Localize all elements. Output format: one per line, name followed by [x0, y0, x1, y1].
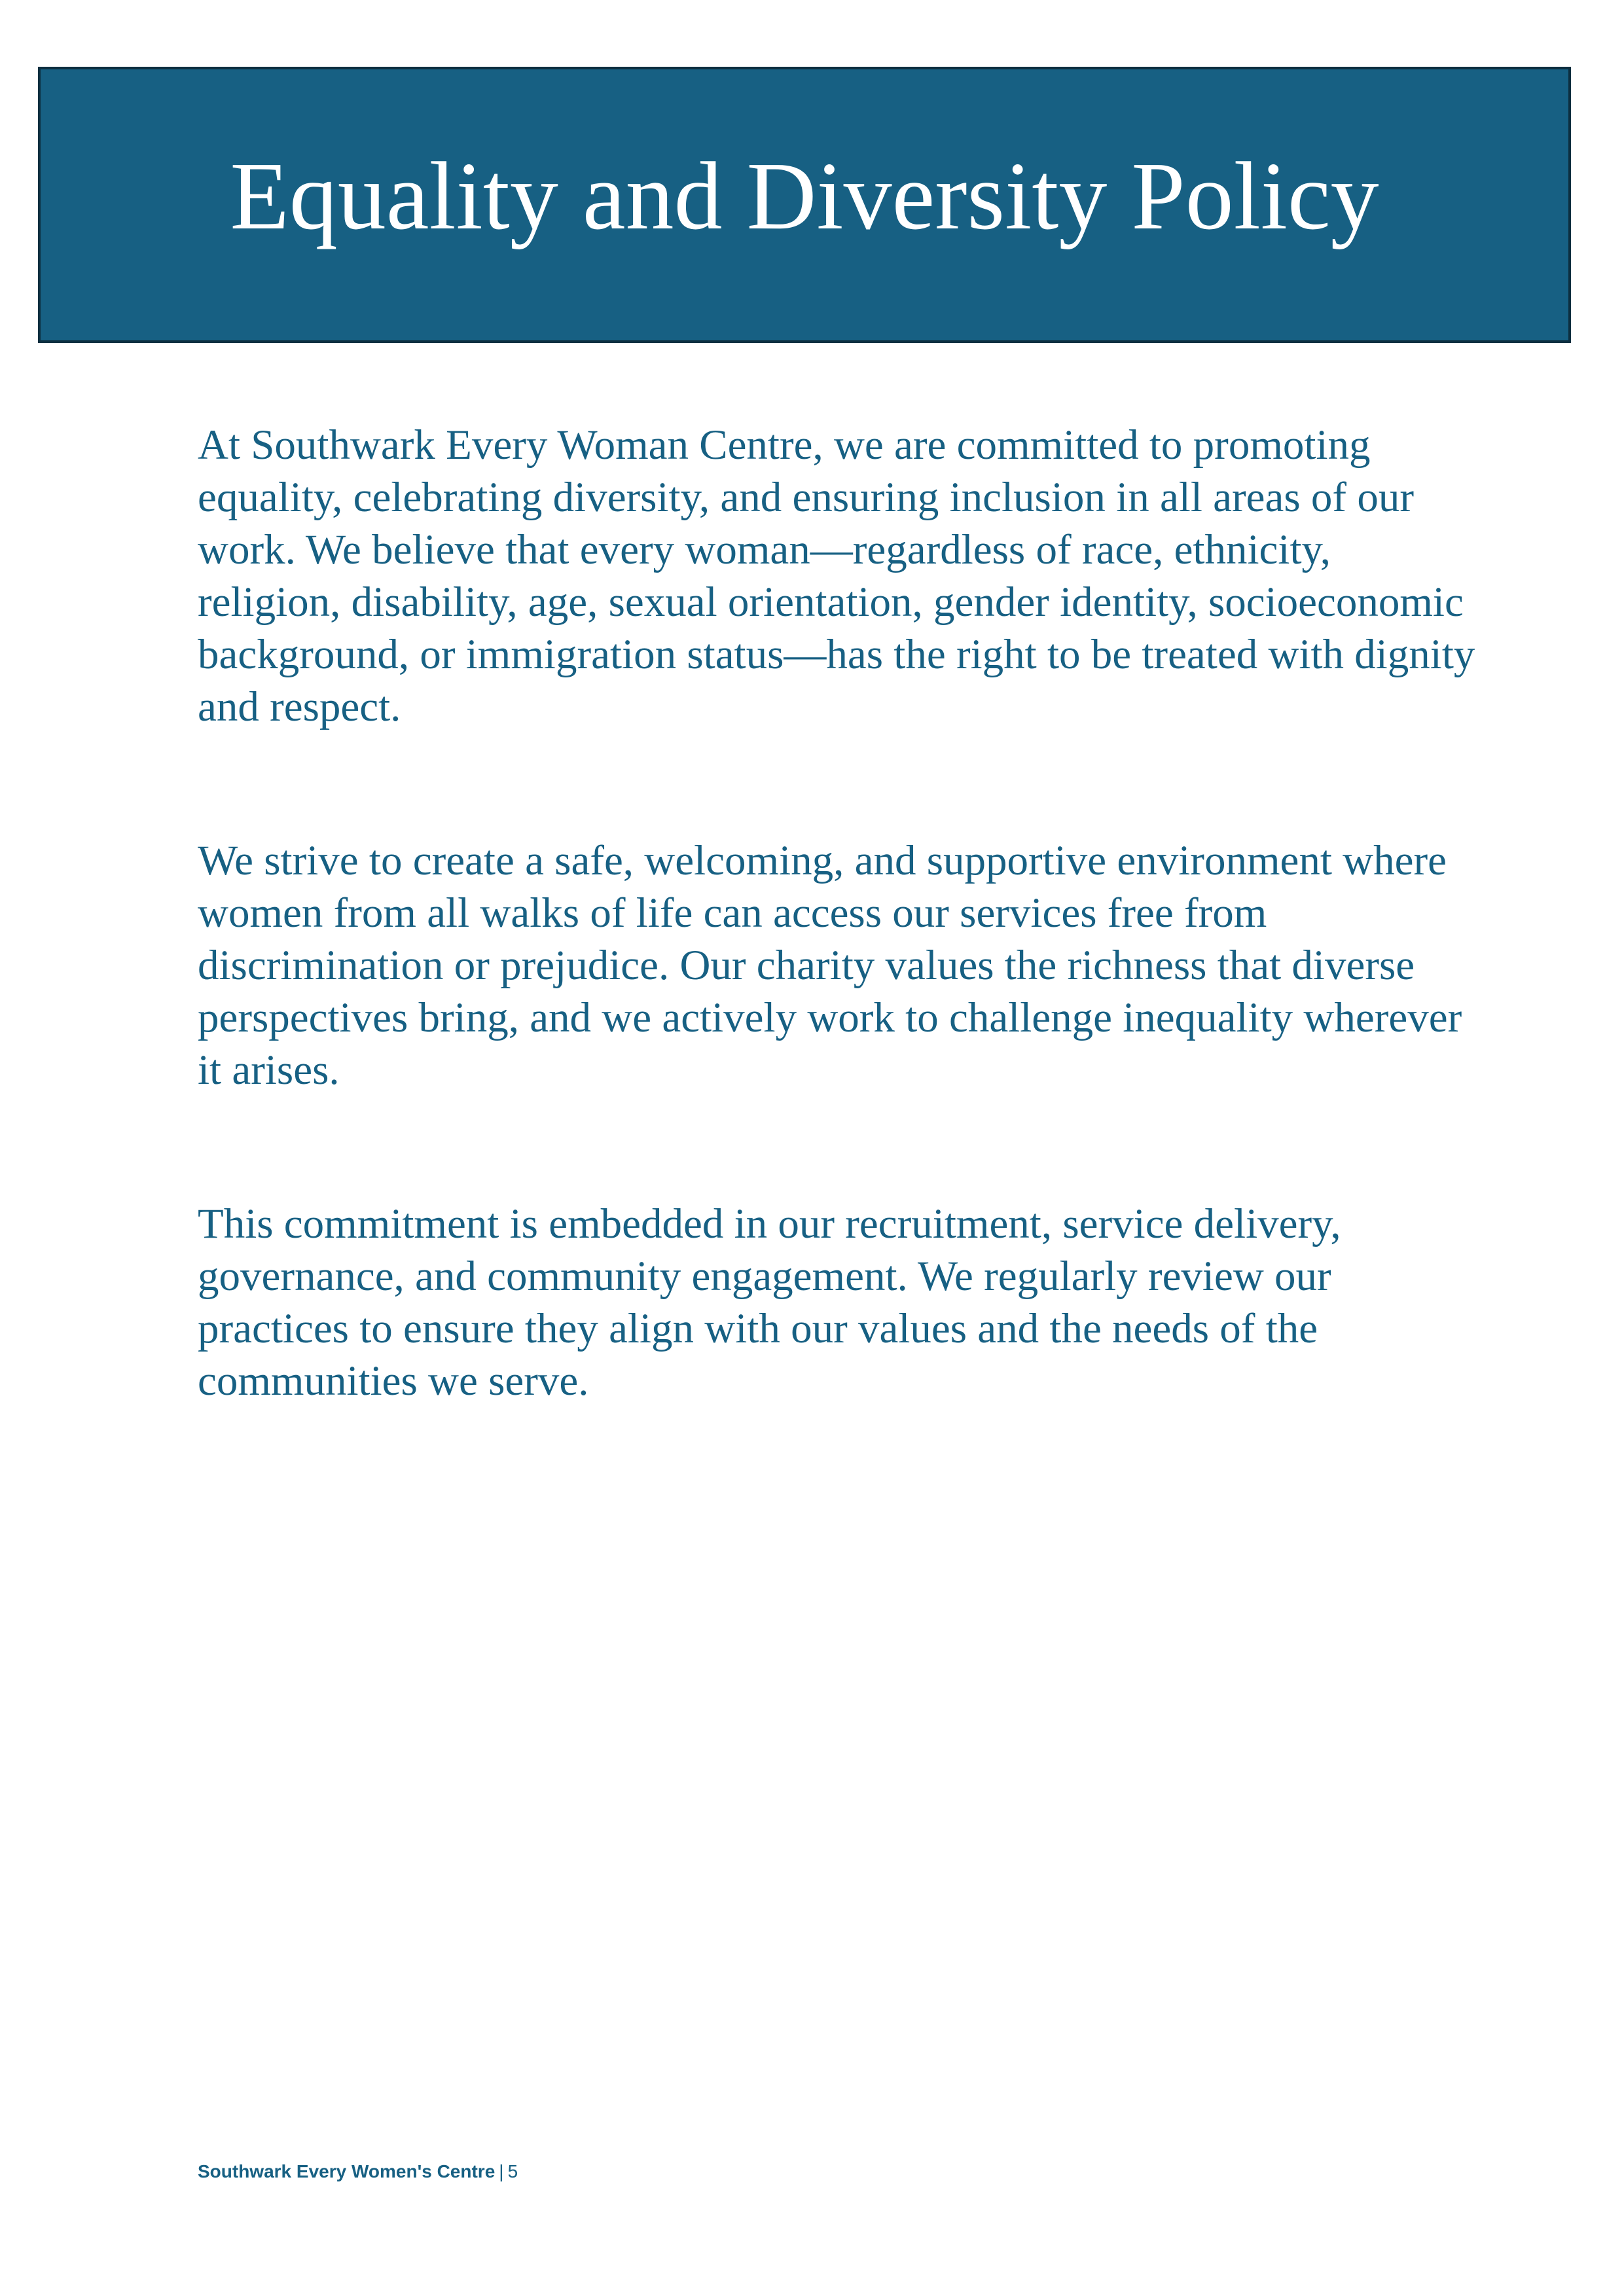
page-title: Equality and Diversity Policy	[230, 143, 1379, 250]
policy-body	[198, 419, 1481, 1509]
title-banner	[38, 67, 1571, 343]
page-footer	[198, 2161, 518, 2182]
footer-organization: Southwark Every Women's Centre	[198, 2161, 496, 2181]
policy-paragraph: This commitment is embedded in our recruitment, service delivery, governance, and community engagement. We regularly review our practices to ensure they align with our values and the needs of the communities we serve.	[198, 1200, 1341, 1405]
policy-paragraph: At Southwark Every Woman Centre, we are committed to promoting equality, celebrating diversity, and ensuring inclusion in all areas of our work. We believe that every woman—regardless of race, ethnicity, religion, disability, age, sexual orientation, gender identity, socioeconomic background, or immigration status—has the right to be treated with dignity and respect.	[198, 422, 1475, 730]
policy-paragraph: We strive to create a safe, welcoming, and supportive environment where women from all walks of life can access our services free from discrimination or prejudice. Our charity values the richness that diverse perspectives bring, and we actively work to challenge inequality wherever it arises.	[198, 837, 1462, 1094]
footer-separator: |	[499, 2161, 504, 2181]
page-number: 5	[507, 2161, 518, 2181]
